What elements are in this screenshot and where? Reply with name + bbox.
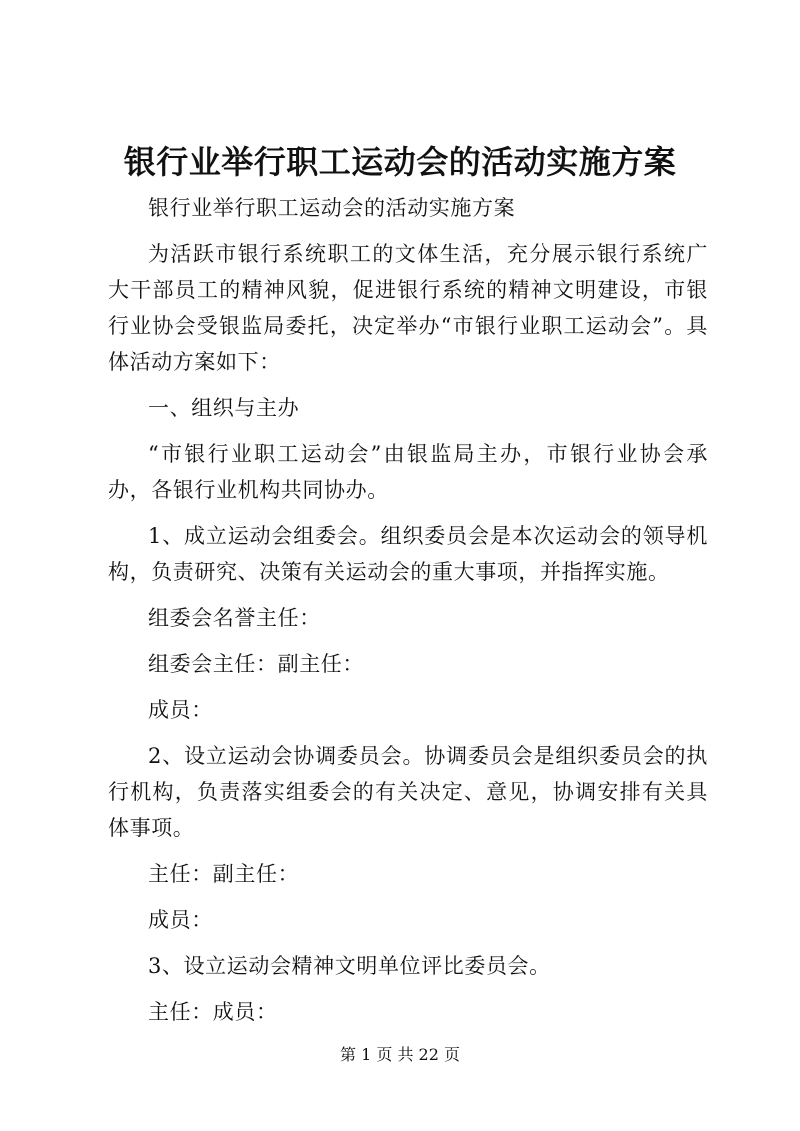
document-body bbox=[108, 190, 708, 1040]
members-line: 成员： bbox=[148, 698, 213, 722]
evaluation-members-line: 主任：成员： bbox=[148, 1000, 278, 1024]
organizer-paragraph: “市银行业职工运动会”由银监局主办，市银行业协会承办，各银行业机构共同协办。 bbox=[108, 442, 708, 502]
honorary-director-line: 组委会名誉主任： bbox=[148, 606, 321, 630]
document-title: 银行业举行职工运动会的活动实施方案 bbox=[123, 143, 677, 181]
item-3-paragraph: 3、设立运动会精神文明单位评比委员会。 bbox=[148, 954, 551, 978]
item-2-paragraph: 2、设立运动会协调委员会。协调委员会是组织委员会的执行机构，负责落实组委会的有关决定、意见，协调安排有关具体事项。 bbox=[108, 744, 708, 840]
item-1-paragraph: 1、成立运动会组委会。组织委员会是本次运动会的领导机构，负责研究、决策有关运动会的重大事项，并指挥实施。 bbox=[108, 524, 708, 584]
subtitle-paragraph: 银行业举行职工运动会的活动实施方案 bbox=[148, 196, 516, 220]
section-heading: 一、组织与主办 bbox=[148, 396, 300, 420]
coordination-members-line: 成员： bbox=[148, 908, 213, 932]
director-line: 组委会主任：副主任： bbox=[148, 652, 364, 676]
intro-paragraph: 为活跃市银行系统职工的文体生活，充分展示银行系统广大干部员工的精神风貌，促进银行系统的精神文明建设，市银行业协会受银监局委托，决定举办“市银行业职工运动会”。具体活动方案如下： bbox=[108, 242, 708, 374]
coordination-director-line: 主任：副主任： bbox=[148, 862, 300, 886]
page-indicator: 第 1 页 共 22 页 bbox=[340, 1045, 460, 1064]
